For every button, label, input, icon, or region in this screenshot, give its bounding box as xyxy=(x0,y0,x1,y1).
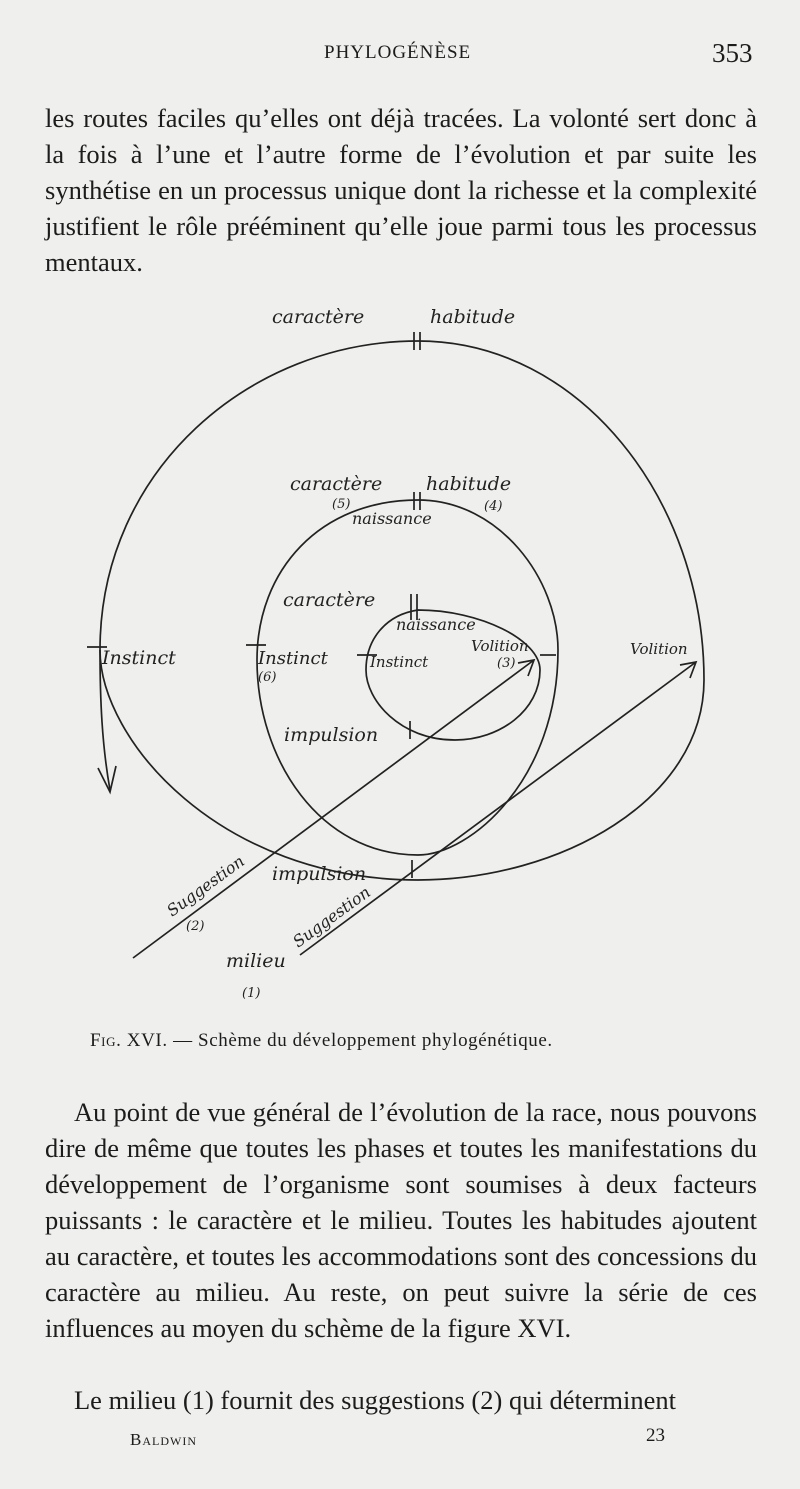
middle-caractere-label: caractère xyxy=(290,473,383,495)
inner-caractere-label: caractère xyxy=(283,589,376,611)
running-title: PHYLOGÉNÈSE xyxy=(324,42,472,63)
milieu-label: milieu xyxy=(226,950,286,972)
outer-spiral xyxy=(100,341,704,880)
inner-instinct-label: Instinct xyxy=(370,653,429,671)
outer-caractere-label: caractère xyxy=(272,306,365,328)
middle-impulsion-label: impulsion xyxy=(284,724,379,746)
outer-impulsion-label: impulsion xyxy=(272,863,367,885)
paragraph-last: Le milieu (1) fournit des suggestions (2) qui déterminent xyxy=(74,1385,677,1415)
middle-circle xyxy=(257,500,558,855)
author-signature: Baldwin xyxy=(130,1430,197,1449)
middle-habitude-label: habitude xyxy=(426,473,512,495)
sheet-number: 23 xyxy=(646,1425,665,1446)
number-3: (3) xyxy=(497,656,516,671)
phylogeny-diagram xyxy=(0,290,800,1010)
inner-naissance-label: naissance xyxy=(396,615,476,634)
figure-caption xyxy=(90,1030,553,1052)
outer-instinct-label: Instinct xyxy=(102,647,176,669)
paragraph-bottom: Au point de vue général de l’évolution de la race, nous pouvons dire de même que toutes les phases et toutes les manifestations du développement de l’organisme sont soumises à deux facteurs puissants : le caractère et le milieu. Toutes les habitudes ajoutent au caractère, et toutes les accommodations sont des concessions du caractère au milieu. Au reste, on peut suivre la série de ces influences au moyen du schème de la figure XVI. xyxy=(45,1097,757,1343)
figure-label: Fig. XVI. xyxy=(90,1030,168,1051)
number-2: (2) xyxy=(186,919,205,934)
middle-volition-label: Volition xyxy=(471,637,529,655)
middle-suggestion-label: Suggestion xyxy=(163,851,248,921)
figure-caption-text: — Schème du développement phylogénétique. xyxy=(173,1030,553,1051)
outer-volition-label: Volition xyxy=(630,640,688,658)
outer-habitude-label: habitude xyxy=(430,306,516,328)
page-footer xyxy=(0,1425,800,1455)
running-head xyxy=(0,38,800,68)
outer-suggestion-label: Suggestion xyxy=(289,882,374,952)
number-5: (5) xyxy=(332,497,351,512)
number-1: (1) xyxy=(242,986,261,1001)
paragraph-top: les routes faciles qu’elles ont déjà tracées. La volonté sert donc à la fois à l’une et l’autre forme de l’évolution et par suite les synthétise en un processus unique dont la richesse et la complexité justifient le rôle prééminent qu’elle joue parmi tous les processus mentaux. xyxy=(45,103,757,277)
middle-naissance-label: naissance xyxy=(352,509,432,528)
number-4: (4) xyxy=(484,499,503,514)
number-6: (6) xyxy=(258,670,277,685)
page-number: 353 xyxy=(712,38,753,68)
middle-instinct-label: Instinct xyxy=(258,648,328,669)
